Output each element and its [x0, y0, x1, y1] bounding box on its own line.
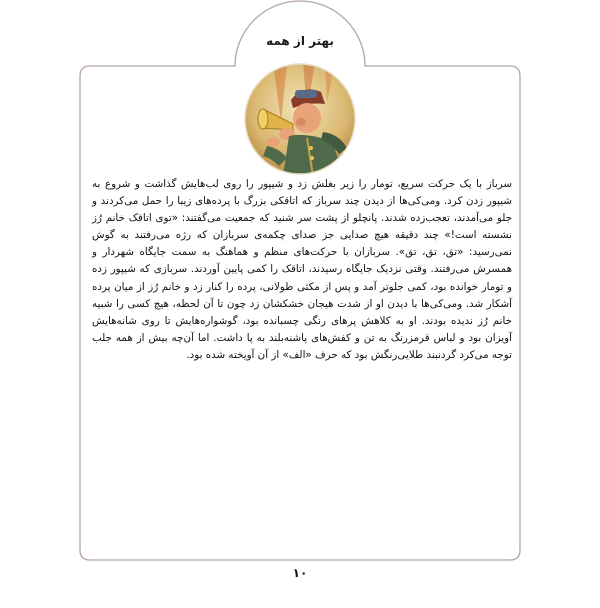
- story-text: [92, 176, 512, 364]
- story-paragraph: سرباز با یک حرکت سریع، تومار را زیر بغلش زد و شیپور را روی لب‌هایش گذاشت و شروع به شیپور زدن کرد. ومی‌کی‌ها از دیدن چند سرباز که اتاقکی بزرگ با پرده‌های زیبا را حمل می‌کردند و جلو می‌آمدند، تعجب‌زده شدند. پانچلو از پشت سر شنید که جمعیت می‌گفتند: «توی اتاقک خانم رُز نشسته است!» چند دقیقه هیچ صدایی جز صدای چکمه‌ی سربازان که رژه می‌رفتند به گوش نمی‌رسید: «تق، تق، تق». سربازان با حرکت‌های منظم و هماهنگ به سمت جایگاه شهردار و همسرش می‌رفتند. وقتی نزدیک جایگاه رسیدند، اتاقک را کمی پایین آوردند. سربازی که شیپور زده و تومار خوانده بود، کمی جلوتر آمد و پس از مکثی طولانی، پرده را کنار زد و خانم رُز از میان پرده آشکار شد. ومی‌کی‌ها با دیدن او از شدت هیجان خشکشان زد چون تا آن لحظه، هیچ کسی را شبیه خانم رُز ندیده بودند. او به کلاهش پرهای رنگی چسبانده بود، گوشواره‌هایش تا روی شانه‌هایش آویزان بود و لباس قرمزرنگ به تن و کفش‌های پاشنه‌بلند به پا داشت. اما آن‌چه بیش از همه جلب توجه می‌کرد گردنبند طلایی‌رنگش بود که حرف «الف» از آن آویخته شده بود.: [92, 178, 512, 361]
- chapter-title: بهتر از همه: [266, 34, 334, 48]
- page-number: ۱۰: [292, 566, 308, 580]
- soldier-trumpet-illustration: [243, 62, 357, 176]
